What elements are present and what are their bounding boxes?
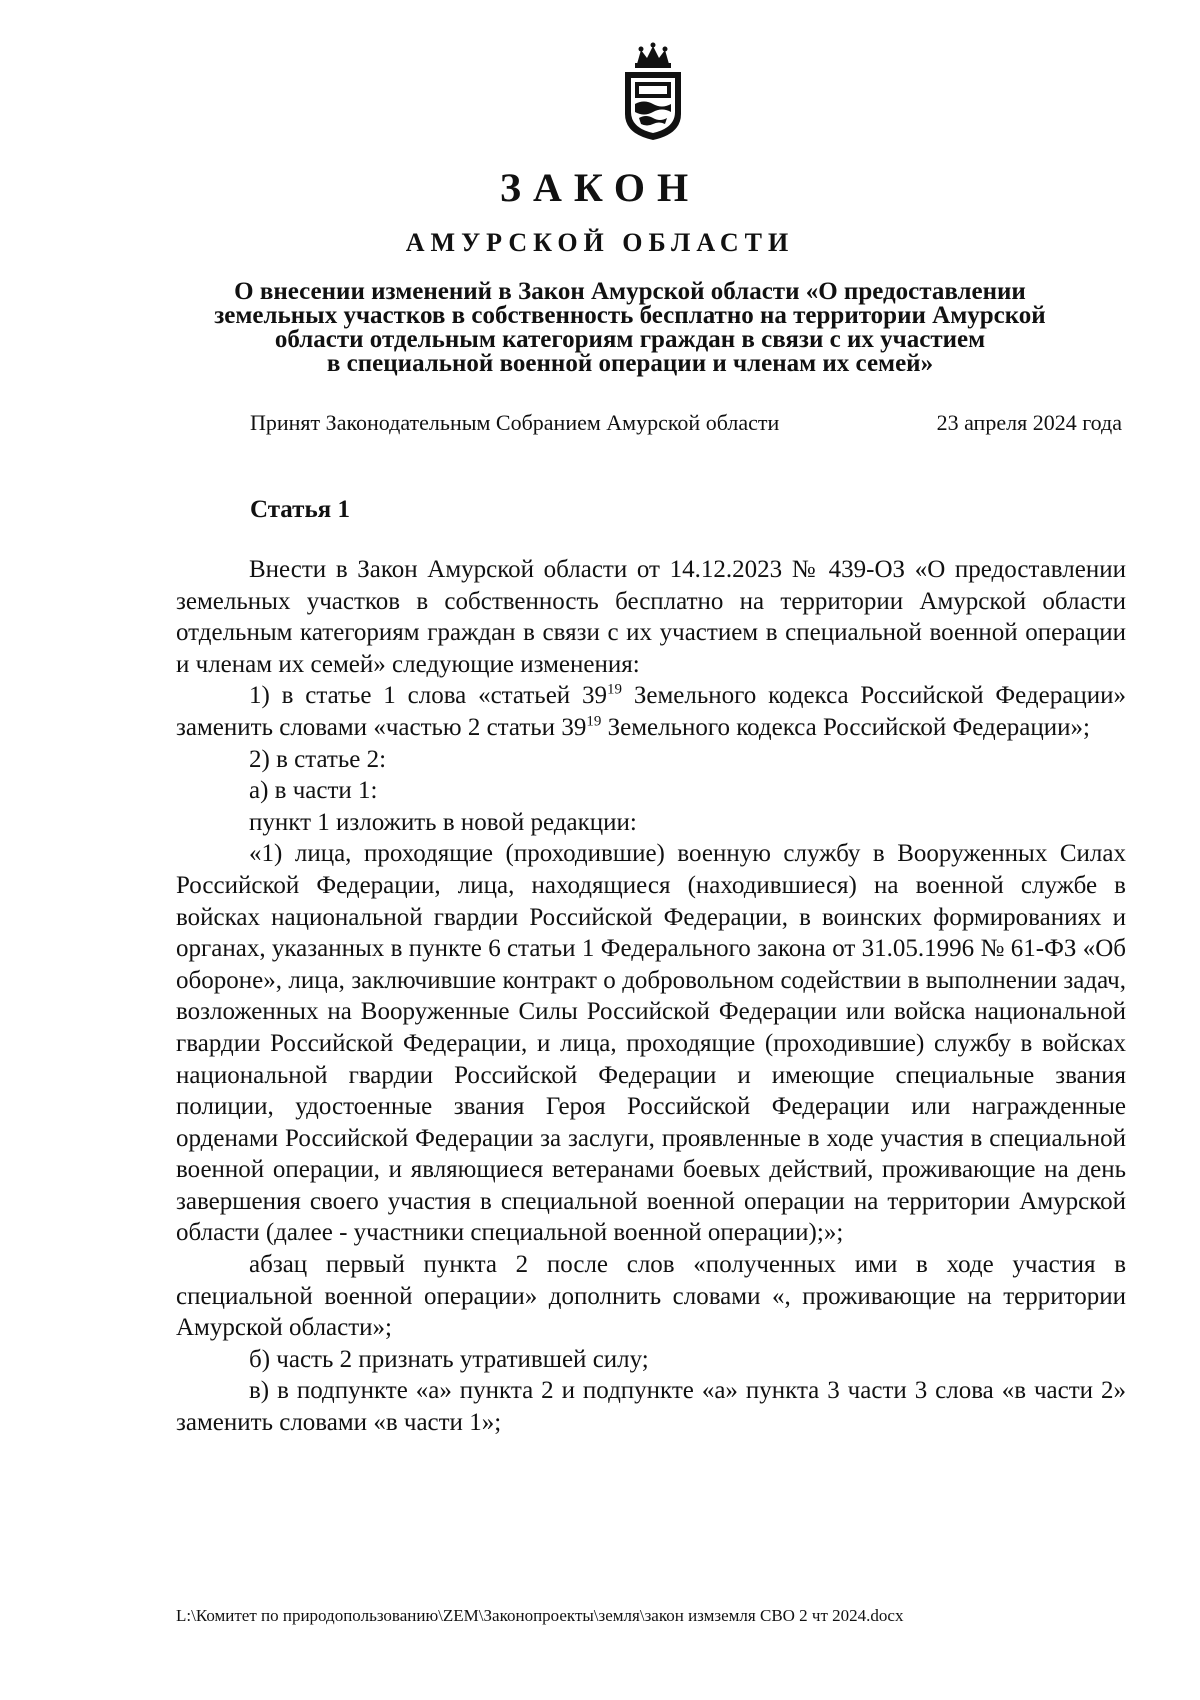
heading-line: области отдельным категориям граждан в связи с их участием: [274, 326, 986, 353]
coat-of-arms-emblem-icon: [617, 42, 689, 142]
superscript: 19: [607, 682, 622, 699]
file-path-footer: L:\Комитет по природопользованию\ZEM\Законопроекты\земля\закон измземля СВО 2 чт 2024.docx: [176, 1606, 904, 1625]
paragraph-text: Земельного кодекса Российской Федерации»;: [601, 713, 1090, 741]
paragraph: а) в части 1:: [249, 777, 378, 805]
adopted-date: 23 апреля 2024 года: [936, 410, 1122, 435]
law-title: ЗАКОН: [499, 165, 701, 210]
paragraph-text: 1) в статье 1 слова «статьей 39: [249, 682, 607, 710]
region-subtitle: АМУРСКОЙ ОБЛАСТИ: [405, 228, 795, 257]
article-body: [176, 554, 1126, 1439]
paragraph-text: Земельного кодекса Российской Федерации» заменить словами «частью 2 статьи 39: [176, 682, 1126, 741]
heading-line: земельных участков в собственность бесплатно на территории Амурской: [214, 302, 1046, 329]
paragraph-amendment-1: [176, 680, 1126, 743]
paragraph: б) часть 2 признать утратившей силу;: [249, 1345, 649, 1373]
superscript: 19: [586, 713, 602, 730]
adopted-by: Принят Законодательным Собранием Амурской области: [250, 410, 780, 435]
paragraph: Внести в Закон Амурской области от 14.12.2023 № 439-ОЗ «О предоставлении земельных участков в собственность бесплатно на территории Амурской области отдельным категориям граждан в связи с их участием в специальной военной операции и членам их семей» следующие изменения:: [176, 556, 1126, 678]
paragraph: пункт 1 изложить в новой редакции:: [249, 808, 637, 836]
paragraph: в) в подпункте «а» пункта 2 и подпункте «а» пункта 3 части 3 слова «в части 2» заменить словами «в части 1»;: [176, 1377, 1126, 1437]
paragraph: «1) лица, проходящие (проходившие) военную службу в Вооруженных Силах Российской Федерации, лица, находящиеся (находившиеся) на военной службе в войсках национальной гвардии Российской Федерации, в воинских формированиях и органах, указанных в пункте 6 статьи 1 Федерального закона от 31.05.1996 № 61-ФЗ «Об обороне», лица, заключившие контракт о добровольном содействии в выполнении задач, возложенных на Вооруженные Силы Российской Федерации или войска национальной гвардии Российской Федерации, и лица, проходящие (проходившие) службу в войсках национальной гвардии Российской Федерации и имеющие специальные звания полиции, удостоенные звания Героя Российской Федерации или награжденные орденами Российской Федерации за заслуги, проявленные в ходе участия в специальной военной операции, и являющиеся ветеранами боевых действий, проживающие на день завершения своего участия в специальной военной операции на территории Амурской области (далее - участники специальной военной операции);»;: [176, 840, 1126, 1247]
heading-line: в специальной военной операции и членам их семей»: [326, 350, 934, 377]
article-title: Статья 1: [250, 496, 350, 523]
paragraph: абзац первый пункта 2 после слов «полученных ими в ходе участия в специальной военной операции» дополнить словами «, проживающие на территории Амурской области»;: [176, 1251, 1126, 1342]
heading-line: О внесении изменений в Закон Амурской области «О предоставлении: [234, 278, 1026, 305]
adoption-line: [250, 410, 1122, 436]
paragraph: 2) в статье 2:: [249, 745, 387, 773]
law-heading: [150, 280, 1110, 376]
